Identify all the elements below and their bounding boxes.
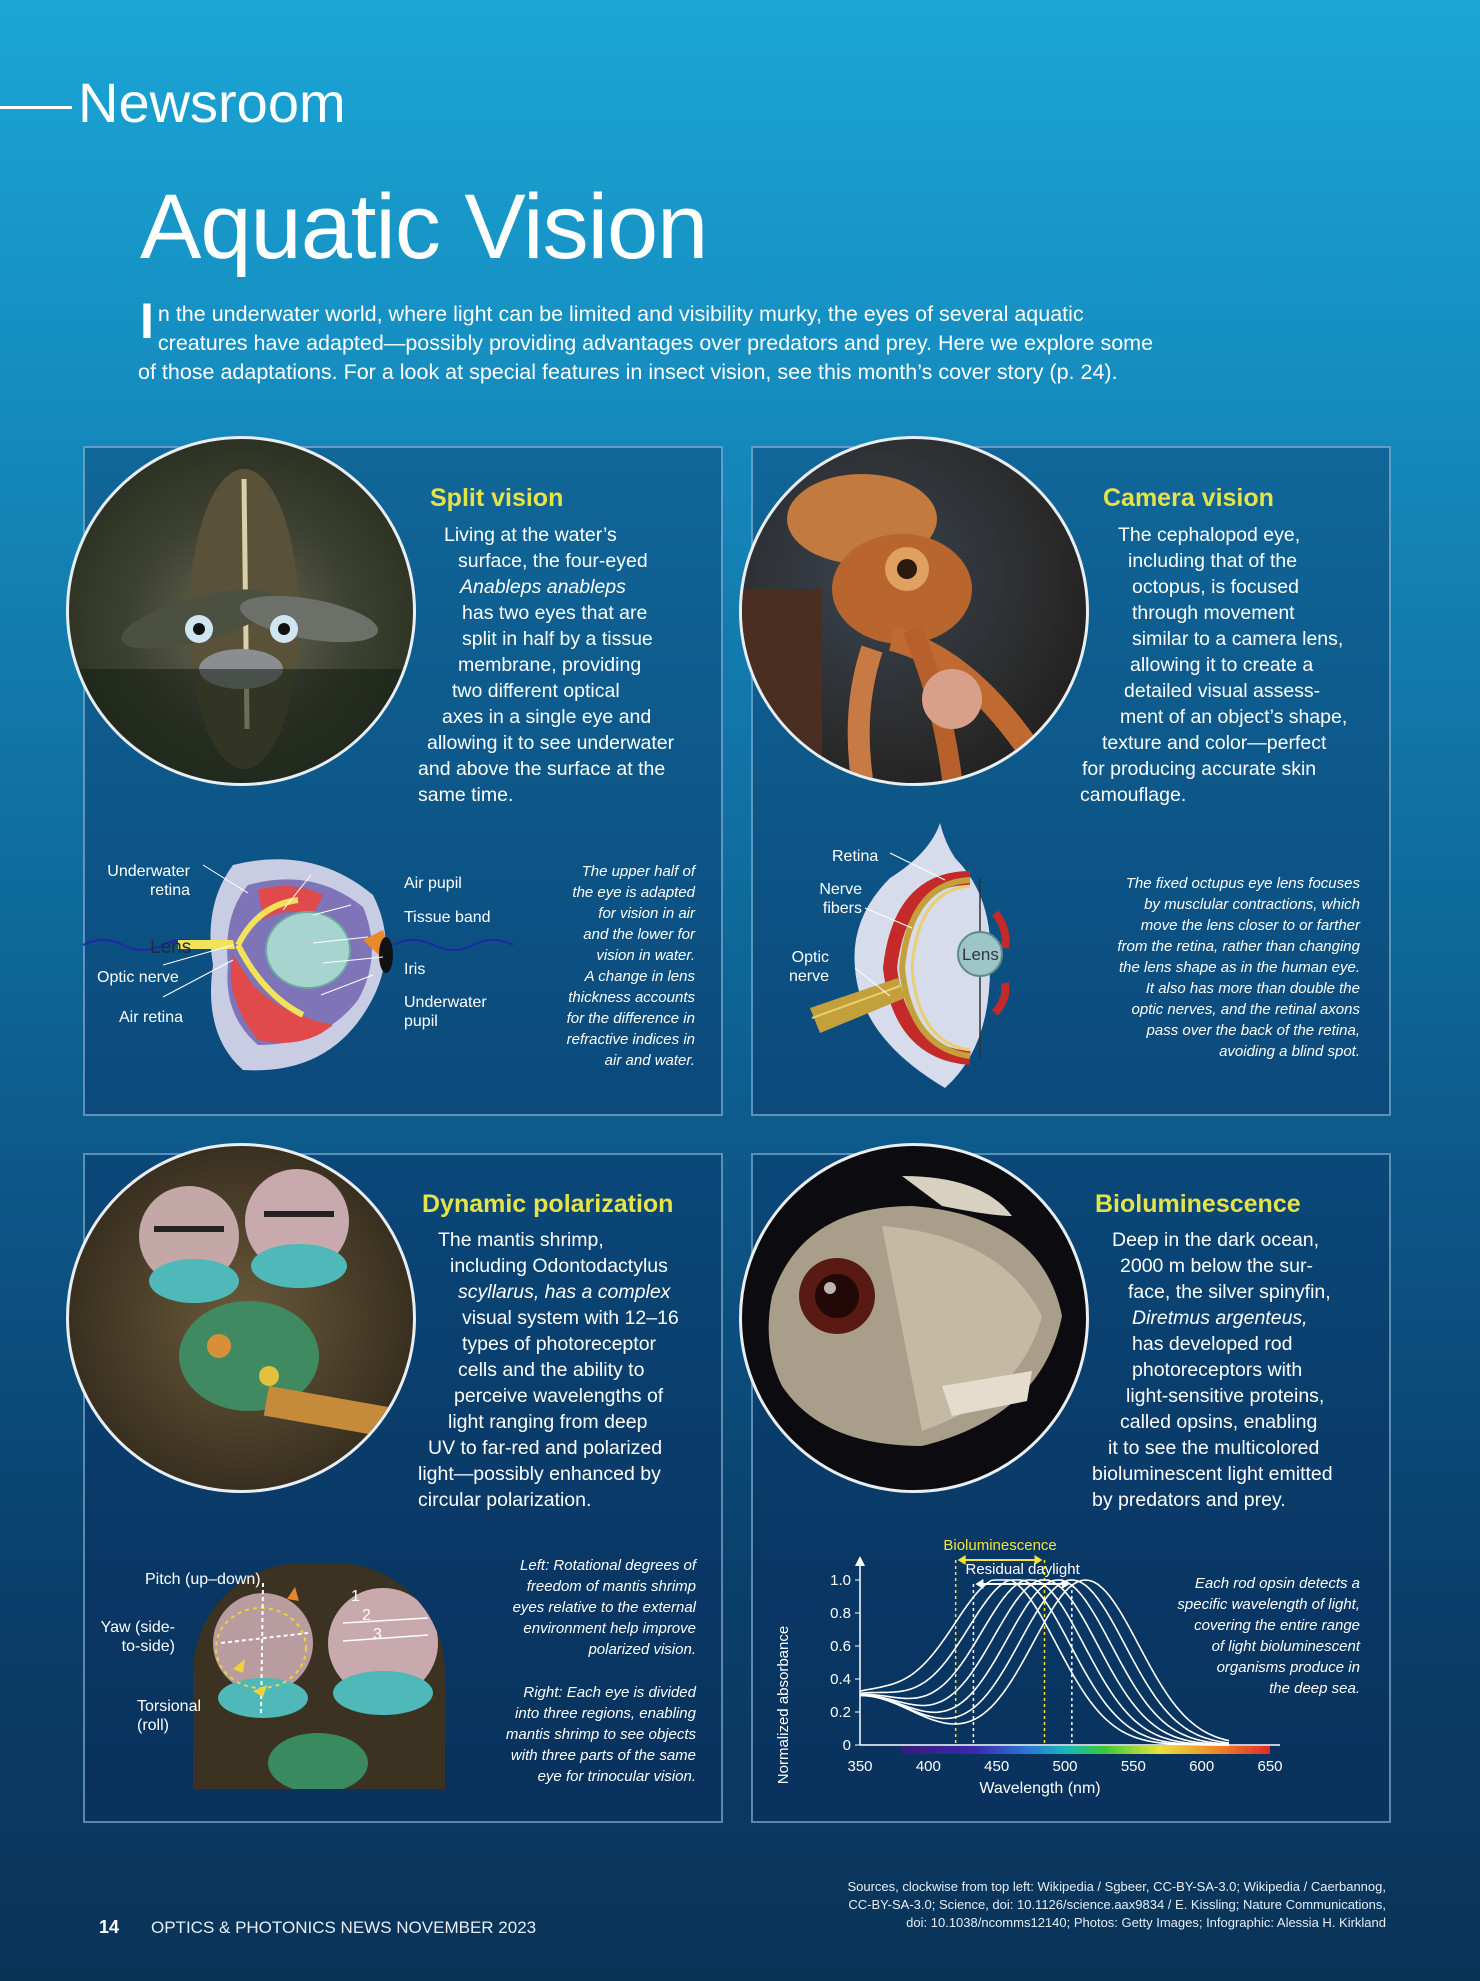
nerve-fibers-label [816,880,862,918]
intro-line: n the underwater world, where light can be limited and visibility murky, the eyes of several aquatic [157,302,1084,326]
caption-line: eyes relative to the external [512,1599,696,1616]
label-line: Underwater [107,863,190,880]
body-line: face, the silver spinyfin, [1128,1281,1331,1303]
label-line: (roll) [137,1717,169,1734]
silver-spinyfin-photo [739,1143,1089,1493]
caption-line: mantis shrimp to see objects [505,1726,696,1743]
body-line: including that of the [1128,550,1298,572]
body-line: UV to far-red and polarized [428,1437,663,1459]
underwater-retina-label [98,862,190,900]
body-line: two different optical [452,680,620,702]
y-tick-label: 0.6 [830,1638,851,1655]
body-line: types of photoreceptor [462,1333,657,1355]
y-tick-label: 0.4 [830,1671,851,1688]
region-1-label: 1 [351,1588,360,1605]
label-line: Torsional [137,1698,202,1715]
iris-label: Iris [404,961,426,978]
x-tick-label: 500 [1052,1758,1078,1775]
retina-label: Retina [832,848,879,865]
region-2-label: 2 [362,1607,371,1624]
body-line: axes in a single eye and [442,706,652,728]
body-line: and above the surface at the [418,758,666,780]
label-line: retina [149,882,190,899]
caption-line: the eye is adapted [572,884,695,901]
y-axis-arrow [855,1556,865,1566]
body-line: bioluminescent light emitted [1092,1463,1333,1485]
x-tick-label: 400 [915,1758,941,1775]
section-text: Newsroom [78,71,346,134]
body-line: Deep in the dark ocean, [1112,1229,1320,1251]
intro-line: creatures have adapted—possibly providing advantages over predators and prey. Here we explore some [157,331,1154,355]
split-vision-heading: Split vision [430,484,564,512]
credits-line: doi: 10.1038/ncomms12140; Photos: Getty Images; Infographic: Alessia H. Kirkland [906,1915,1386,1930]
mantis-eye-diagram [193,1563,445,1789]
caption-line: vision in water. [596,947,695,964]
y-tick-label: 0.8 [830,1605,851,1622]
dynamic-polarization-body [418,1227,718,1513]
body-line: split in half by a tissue [462,628,653,650]
caption-line: for vision in air [598,905,695,922]
split-vision-body [418,522,710,808]
body-line: by predators and prey. [1092,1489,1286,1511]
bioluminescence-heading: Bioluminescence [1095,1190,1301,1218]
caption-line: air and water. [604,1052,695,1069]
caption-line: Right: Each eye is divided [523,1684,696,1701]
caption-line: refractive indices in [566,1031,695,1048]
body-line: has developed rod [1132,1333,1293,1355]
daylight-band-label: Residual daylight [965,1561,1080,1578]
caption-line: eye for trinocular vision. [537,1768,696,1785]
body-line: The mantis shrimp, [438,1229,604,1251]
body-line-italic [418,1253,718,1279]
air-pupil-label: Air pupil [404,875,462,892]
page-title: Aquatic Vision [140,176,708,278]
bioluminescence-band-label: Bioluminescence [943,1537,1057,1554]
underwater-pupil-label [404,993,487,1031]
body-line: ment of an object’s shape, [1120,706,1348,728]
caption-line: avoiding a blind spot. [1219,1043,1360,1060]
label-line: to-side) [121,1638,175,1655]
tissue-band-label: Tissue band [404,909,491,926]
label-line: Yaw (side- [100,1619,175,1636]
pitch-label: Pitch (up–down) [145,1571,261,1588]
dynamic-polarization-heading: Dynamic polarization [422,1190,674,1218]
caption-line: for the difference in [566,1010,695,1027]
body-line: The cephalopod eye, [1118,524,1301,546]
credits-line: CC-BY-SA-3.0; Science, doi: 10.1126/science.aax9834 / E. Kissling; Nature Communications, [848,1897,1386,1912]
body-line: membrane, providing [458,654,642,676]
intro-paragraph [138,293,1270,387]
body-line: Living at the water’s [444,524,617,546]
caption-line: covering the entire range [1194,1617,1360,1634]
yaw-label [93,1618,175,1656]
label-line: Nerve [819,881,862,898]
body-line: light ranging from deep [448,1411,648,1433]
label-line: Underwater [404,994,487,1011]
body-line: scyllarus, has a complex [458,1281,671,1303]
body-line: similar to a camera lens, [1132,628,1344,650]
page-number: 14 [99,1917,120,1937]
caption-line: move the lens closer to or farther [1140,917,1360,934]
caption-line: of light bioluminescent [1211,1638,1360,1655]
body-line: camouflage. [1080,784,1187,806]
optic-nerve-label: Optic nerve [97,969,179,986]
dynamic-caption-right [450,1682,696,1787]
caption-line: and the lower for [583,926,695,943]
section-label [0,70,346,135]
publication-line: OPTICS & PHOTONICS NEWS NOVEMBER 2023 [151,1918,537,1937]
body-line: circular polarization. [418,1489,592,1511]
intro-line: of those adaptations. For a look at special features in insect vision, see this month’s cover story (p. 24). [138,360,1118,384]
x-tick-label: 550 [1120,1758,1146,1775]
body-line: light—possibly enhanced by [418,1463,661,1485]
caption-line: The upper half of [581,863,695,880]
body-line: Anableps anableps [460,576,626,598]
body-line: has two eyes that are [462,602,648,624]
air-retina-label: Air retina [119,1009,184,1026]
body-line: texture and color—perfect [1102,732,1327,754]
region-3-label: 3 [373,1626,382,1643]
body-line: perceive wavelengths of [454,1385,664,1407]
body-line: visual system with 12–16 [462,1307,679,1329]
arrowhead [958,1555,966,1565]
caption-line: the lens shape as in the human eye. [1119,959,1360,976]
body-line: called opsins, enabling [1120,1411,1318,1433]
body-line: 2000 m below the sur- [1120,1255,1313,1277]
caption-line: by musclular contractions, which [1144,896,1360,913]
body-line: octopus, is focused [1132,576,1299,598]
body-line: same time. [418,784,514,806]
body-line: photoreceptors with [1132,1359,1303,1381]
octopus-optic-nerve-label [786,948,829,986]
camera-vision-heading: Camera vision [1103,484,1274,512]
torsional-label [137,1697,201,1735]
body-line: allowing it to see underwater [427,732,675,754]
caption-line: into three regions, enabling [515,1705,696,1722]
x-tick-label: 450 [984,1758,1010,1775]
body-line: detailed visual assess- [1124,680,1321,702]
section-rule [0,106,72,109]
dynamic-caption-left [450,1555,696,1660]
caption-line: with three parts of the same [510,1747,696,1764]
body-line-text: including Odontodactylus [450,1255,668,1277]
caption-line: The fixed octupus eye lens focuses [1125,875,1360,892]
body-line: cells and the ability to [458,1359,645,1381]
mantis-shrimp-photo [66,1143,416,1493]
y-tick-label: 0.2 [830,1704,851,1721]
label-line: fibers [822,900,862,917]
caption-line: specific wavelength of light, [1177,1596,1360,1613]
body-line: light-sensitive proteins, [1126,1385,1325,1407]
credits-line: Sources, clockwise from top left: Wikipedia / Sgbeer, CC-BY-SA-3.0; Wikipedia / Caerbannog, [847,1879,1386,1894]
label-line: Optic [791,949,829,966]
caption-line: A change in lens [584,968,695,985]
caption-line: environment help improve [523,1620,696,1637]
octopus-lens-label: Lens [962,945,999,964]
bioluminescence-body [1088,1227,1388,1513]
split-vision-caption [520,861,695,1071]
body-line: Diretmus argenteus, [1132,1307,1308,1329]
x-axis-label: Wavelength (nm) [979,1780,1101,1797]
caption-line: pass over the back of the retina, [1146,1022,1360,1039]
intro-dropcap: I [140,293,154,349]
body-line: for producing accurate skin [1082,758,1317,780]
body-line: it to see the multicolored [1108,1437,1320,1459]
four-eyed-fish-photo [66,436,416,786]
body-line: allowing it to create a [1130,654,1314,676]
body-line: surface, the four-eyed [458,550,648,572]
camera-vision-body [1080,522,1380,808]
octopus-photo [739,436,1089,786]
camera-vision-caption [1060,873,1360,1062]
credits [700,1878,1386,1932]
caption-line: from the retina, rather than changing [1117,938,1360,955]
body-line: through movement [1132,602,1295,624]
caption-line: Left: Rotational degrees of [520,1557,696,1574]
label-line: pupil [404,1013,438,1030]
caption-line: the deep sea. [1269,1680,1360,1697]
spectrum-bar [901,1746,1270,1754]
x-tick-label: 650 [1257,1758,1283,1775]
chart-plot-area [830,1537,1282,1775]
caption-line: freedom of mantis shrimp [526,1578,696,1595]
y-tick-label: 1.0 [830,1572,851,1589]
caption-line: It also has more than double the [1145,980,1360,997]
caption-line: polarized vision. [588,1641,696,1658]
caption-line: optic nerves, and the retinal axons [1131,1001,1360,1018]
label-line: nerve [788,968,829,985]
y-axis-label: Normalized absorbance [775,1625,792,1785]
caption-line: Each rod opsin detects a [1194,1575,1360,1592]
lens-label: Lens [150,937,192,958]
caption-line: organisms produce in [1216,1659,1360,1676]
y-tick-label: 0 [842,1737,851,1754]
x-tick-label: 600 [1189,1758,1215,1775]
caption-line: thickness accounts [568,989,695,1006]
x-tick-label: 350 [847,1758,873,1775]
opsin-absorbance-chart [770,1535,1290,1805]
